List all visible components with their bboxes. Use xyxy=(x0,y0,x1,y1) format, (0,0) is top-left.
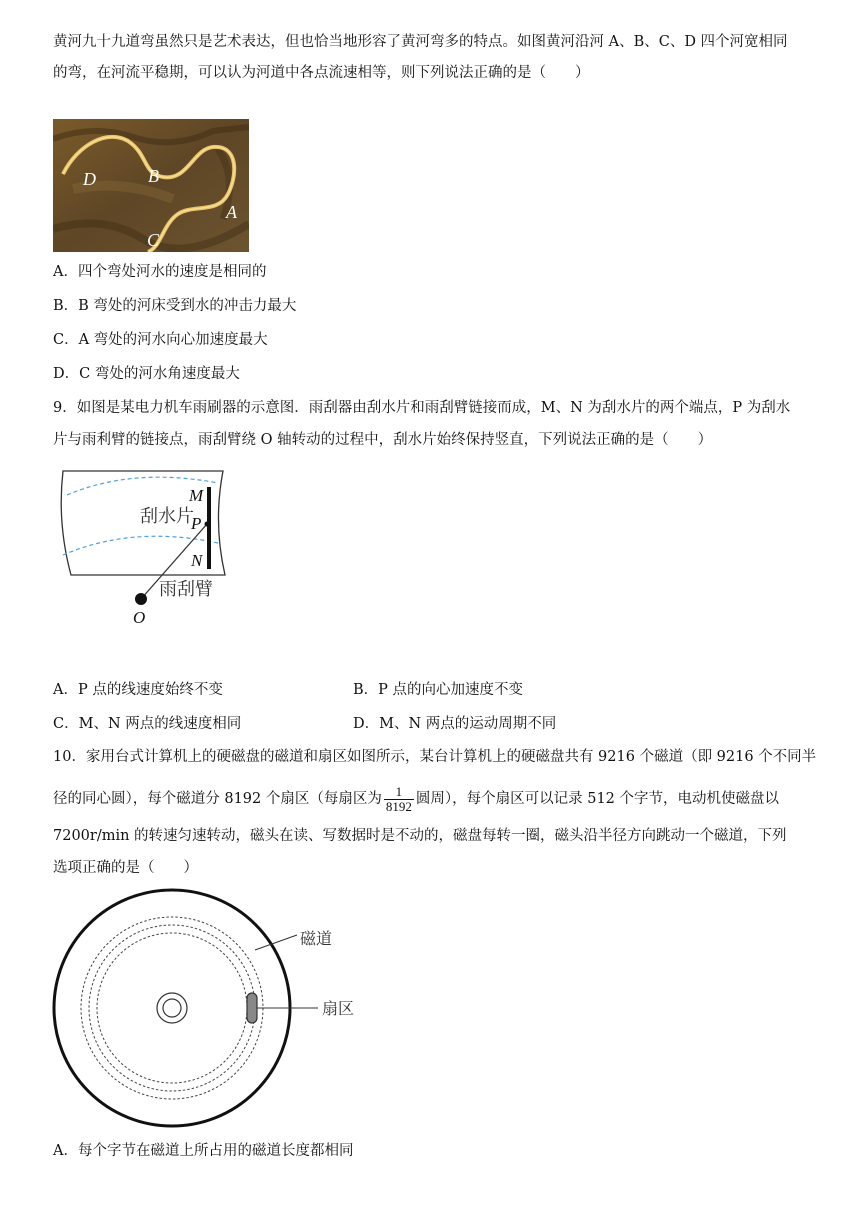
q10-stem-line2b: 圆周），每个扇区可以记录 512 个字节，电动机使磁盘以 xyxy=(415,791,780,807)
q9-option-b: B．P 点的向心加速度不变 xyxy=(353,682,524,698)
wiper-label-n: N xyxy=(191,551,203,570)
q8-option-c: C．A 弯处的河水向心加速度最大 xyxy=(53,332,268,348)
fraction-numerator: 1 xyxy=(384,785,414,800)
q9-stem-line2: 片与雨利臂的链接点，雨刮臂绕 O 轴转动的过程中，刮水片始终保持竖直，下列说法正确的是（ ） xyxy=(53,432,713,448)
wiper-label-p: P xyxy=(191,514,202,533)
q9-option-d: D．M、N 两点的运动周期不同 xyxy=(353,716,557,732)
wiper-label-o: O xyxy=(133,608,146,627)
wiper-diagram xyxy=(53,465,238,630)
q10-stem-line3: 7200r/min 的转速匀速转动，磁头在读、写数据时是不动的，磁盘每转一圈，磁头沿半径方向跳动一个磁道，下列 xyxy=(53,828,787,844)
q9-stem-line1: 9．如图是某电力机车雨刷器的示意图．雨刮器由刮水片和雨刮臂链接而成，M、N 为刮水片的两个端点，P 为刮水 xyxy=(53,400,791,416)
q8-stem-line2: 的弯，在河流平稳期，可以认为河道中各点流速相等，则下列说法正确的是（ ） xyxy=(53,65,590,81)
yellow-river-photo xyxy=(53,119,249,252)
track-label: 磁道 xyxy=(300,929,333,948)
wiper-blade-label: 刮水片 xyxy=(140,506,194,527)
sector-label: 扇区 xyxy=(322,999,355,1018)
wiper-label-m: M xyxy=(189,486,204,505)
q8-option-d: D．C 弯处的河水角速度最大 xyxy=(53,366,240,382)
q8-option-a: A．四个弯处河水的速度是相同的 xyxy=(53,264,267,280)
q10-stem-line2a: 径的同心圆），每个磁道分 8192 个扇区（每扇区为 xyxy=(53,791,382,807)
hard-disk-diagram xyxy=(50,888,380,1133)
q10-stem-line1: 10．家用台式计算机上的硬磁盘的磁道和扇区如图所示，某台计算机上的硬磁盘共有 9216 个磁道（即 9216 个不同半 xyxy=(53,749,817,765)
q9-option-c: C．M、N 两点的线速度相同 xyxy=(53,716,242,732)
river-label-a: A xyxy=(226,202,237,222)
q8-stem-line1: 黄河九十九道弯虽然只是艺术表达，但也恰当地形容了黄河弯多的特点。如图黄河沿河 A、B、C、D 四个河宽相同 xyxy=(53,34,788,50)
q8-option-b: B．B 弯处的河床受到水的冲击力最大 xyxy=(53,298,297,314)
sector-fraction xyxy=(384,785,414,814)
q10-option-a: A．每个字节在磁道上所占用的磁道长度都相同 xyxy=(53,1143,354,1159)
fraction-denominator: 8192 xyxy=(385,798,412,814)
river-label-c: C xyxy=(147,230,160,250)
q10-stem-line4: 选项正确的是（ ） xyxy=(53,860,198,876)
river-label-b: B xyxy=(148,166,159,186)
river-label-d: D xyxy=(83,169,96,189)
q9-option-a: A．P 点的线速度始终不变 xyxy=(53,682,223,698)
wiper-arm-label: 雨刮臂 xyxy=(159,579,213,600)
q10-stem-line2 xyxy=(53,783,779,815)
